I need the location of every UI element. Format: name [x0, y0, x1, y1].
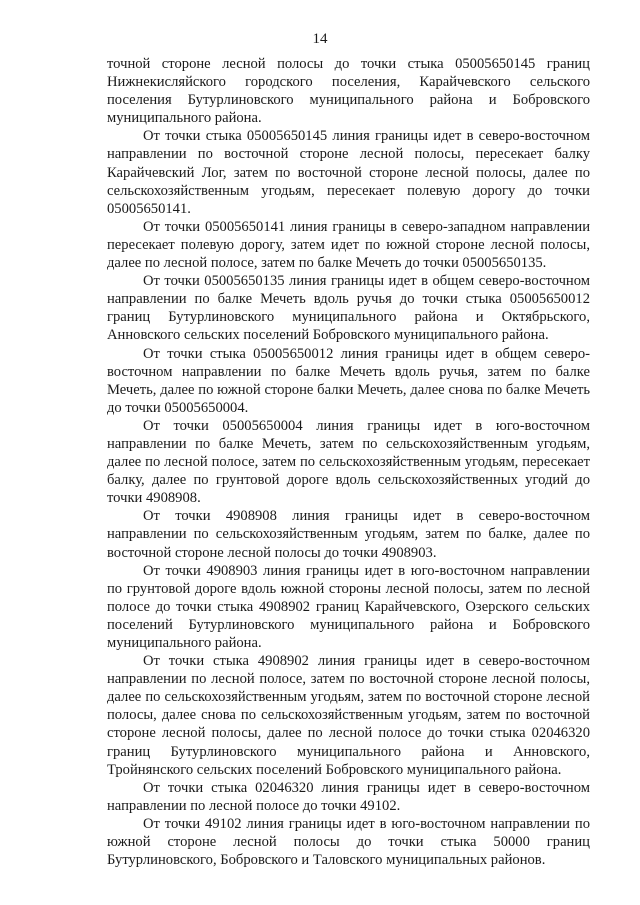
paragraph: От точки стыка 05005650012 линия границы идет в общем северо-восточном направлении по балке Мечеть вдоль ручья, затем по балке Мечеть, далее по южной стороне балки Мечеть, далее снова по балке Мечеть до точки 05005650004. — [107, 345, 590, 416]
paragraph: От точки стыка 4908902 линия границы идет в северо-восточном направлении по лесной полосе, затем по восточной стороне лесной полосы, далее по сельскохозяйственным угодьям, затем по восточной стороне лесной полосы, далее снова по сельскохозяйственным угодьям, затем по восточной стороне лесной полосы, далее по лесной полосе до точки стыка 02046320 границ Бутурлиновского муниципального района и Анновского, Тройнянского сельских поселений Бобровского муниципального района. — [107, 653, 590, 778]
document-body — [107, 55, 590, 869]
paragraph: точной стороне лесной полосы до точки стыка 05005650145 границ Нижнекисляйского городского поселения, Карайчевского сельского поселения Бутурлиновского муниципального района и Бобровского муниципального района. — [107, 56, 590, 127]
paragraph: От точки 4908908 линия границы идет в северо-восточном направлении по сельскохозяйственным угодьям, затем по балке, далее по восточной стороне лесной полосы до точки 4908903. — [107, 508, 590, 561]
paragraph: От точки стыка 02046320 линия границы идет в северо-восточном направлении по лесной полосе до точки 49102. — [107, 779, 590, 814]
paragraph: От точки 05005650004 линия границы идет в юго-восточном направлении по балке Мечеть, затем по сельскохозяйственным угодьям, далее по лесной полосе, затем по сельскохозяйственным угодьям, пересекает балку, далее по грунтовой дороге вдоль сельскохозяйственных угодий до точки 4908908. — [107, 417, 590, 507]
paragraph: От точки 4908903 линия границы идет в юго-восточном направлении по грунтовой дороге вдоль южной стороны лесной полосы, затем по лесной полосе до точки стыка 4908902 границ Карайчевского, Озерского сельских поселений Бутурлиновского муниципального района и Бобровского муниципального района. — [107, 562, 590, 651]
paragraph: От точки стыка 05005650145 линия границы идет в северо-восточном направлении по восточной стороне лесной полосы, пересекает балку Карайчевский Лог, затем по восточной стороне лесной полосы, далее по сельскохозяйственным угодьям, пересекает полевую дорогу до точки 05005650141. — [107, 128, 590, 217]
page-number: 14 — [312, 31, 328, 47]
paragraph: От точки 05005650135 линия границы идет в общем северо-восточном направлении по балке Мечеть вдоль ручья до точки стыка 05005650012 границ Бутурлиновского муниципального района и Октябрьского, Анновского сельских поселений Бобровского муниципального района. — [107, 273, 590, 344]
paragraph: От точки 49102 линия границы идет в юго-восточном направлении по южной стороне лесной полосы до точки стыка 50000 границ Бутурлиновского, Бобровского и Таловского муниципальных районов. — [107, 815, 590, 869]
paragraph: От точки 05005650141 линия границы в северо-западном направлении пересекает полевую дорогу, затем идет по южной стороне лесной полосы, далее по лесной полосе, затем по балке Мечеть до точки 05005650135. — [107, 218, 590, 272]
